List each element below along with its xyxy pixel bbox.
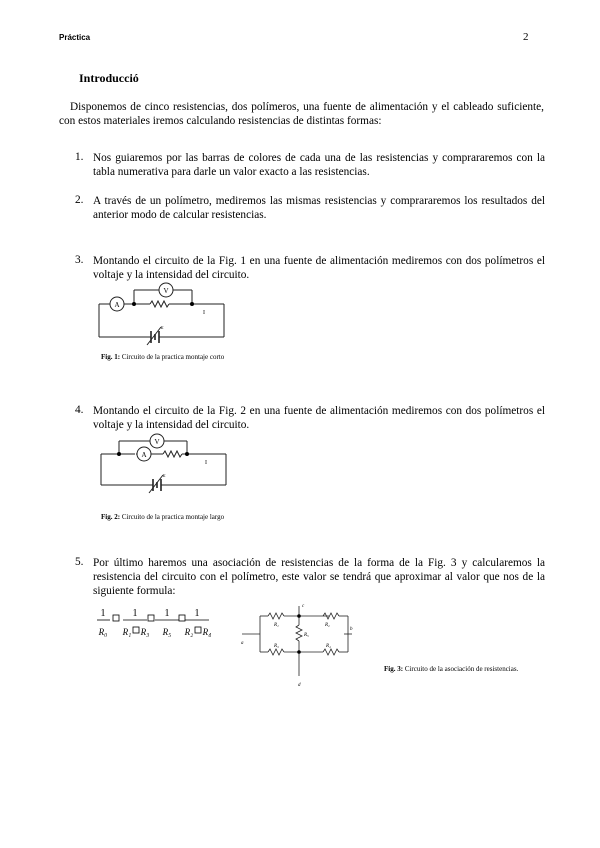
- item-number: 1.: [75, 151, 84, 163]
- current-label: I: [203, 310, 205, 316]
- source-label: ε: [163, 473, 166, 479]
- circuit-diagram-fig2: [97, 432, 232, 498]
- figure-caption-text: Circuito de la practica montaje largo: [121, 513, 225, 521]
- figure-caption: [101, 513, 224, 521]
- current-label: I: [205, 460, 207, 466]
- formula-numerator: 1: [100, 608, 106, 619]
- formula-r1: R₁: [122, 627, 132, 637]
- list-item-text: Por último haremos una asociación de resistencias de la forma de la Fig. 3 y calcularemos la resistencia del circuito con el polímetro, este valor se tendrá que aproximar al valor que nos de la siguiente formula:: [93, 557, 545, 597]
- resistor-r4-label: R₄: [326, 644, 331, 649]
- node-d-label: d: [298, 683, 301, 688]
- item-number: 3.: [75, 254, 84, 266]
- figure-caption-text: Circuito de la asociación de resistencias.: [404, 665, 519, 673]
- formula-r4: R₄: [202, 627, 212, 637]
- formula-r3: R₃: [140, 627, 150, 637]
- intro-paragraph: Disponemos de cinco resistencias, dos polímeros, una fuente de alimentación y el cableado suficiente, con estos materiales iremos calculando resistencias de distintas formas:: [59, 101, 544, 127]
- list-item-text: Montando el circuito de la Fig. 2 en una fuente de alimentación mediremos con dos polímetros el voltaje y la intensidad del circuito.: [93, 405, 545, 431]
- circuit-diagram-fig1: [95, 282, 230, 348]
- figure-label: Fig. 3:: [384, 665, 404, 673]
- page-number: 2: [523, 31, 529, 43]
- figure-caption-text: Circuito de la practica montaje corto: [121, 353, 225, 361]
- node-a-label: a: [241, 641, 244, 646]
- voltmeter-label: V: [163, 287, 169, 295]
- node-c-label: c: [302, 604, 305, 609]
- formula-r0: R₀: [98, 627, 108, 637]
- resistance-formula: [93, 605, 223, 641]
- resistor-r1-label: R₁: [274, 623, 279, 628]
- item-number: 5.: [75, 556, 84, 568]
- list-item-text: A través de un polímetro, mediremos las mismas resistencias y comprararemos los resultados del anterior modo de calcular resistencias.: [93, 195, 545, 221]
- figure-label: Fig. 2:: [101, 513, 121, 521]
- ammeter-label: A: [114, 301, 120, 309]
- formula-r2: R₂: [184, 627, 194, 637]
- list-item-text: Nos guiaremos por las barras de colores de cada una de las resistencias y comprararemos con la tabla numerativa para darle un valor exacto a las resistencias.: [93, 152, 545, 178]
- resistor-r5-label: R₅: [304, 633, 309, 638]
- circuit-diagram-fig3: [238, 600, 358, 692]
- voltmeter-label: V: [154, 438, 160, 446]
- figure-label: Fig. 1:: [101, 353, 121, 361]
- source-label: ε: [161, 325, 164, 331]
- header-title: Práctica: [59, 33, 91, 42]
- formula-numerator: 1: [194, 608, 200, 619]
- formula-numerator: 1: [164, 608, 170, 619]
- formula-numerator: 1: [132, 608, 138, 619]
- formula-r5: R₅: [162, 627, 172, 637]
- resistor-r2-label: R₂: [325, 623, 330, 628]
- ammeter-label: A: [141, 451, 147, 459]
- figure-caption: [384, 664, 524, 674]
- figure-caption: [101, 353, 224, 361]
- item-number: 2.: [75, 194, 84, 206]
- section-title: Introducció: [79, 71, 139, 85]
- list-item-text: Montando el circuito de la Fig. 1 en una fuente de alimentación mediremos con dos polímetros el voltaje y la intensidad del circuito.: [93, 255, 545, 281]
- node-b-label: b: [350, 627, 353, 632]
- item-number: 4.: [75, 404, 84, 416]
- resistor-r3-label: R₃: [274, 644, 279, 649]
